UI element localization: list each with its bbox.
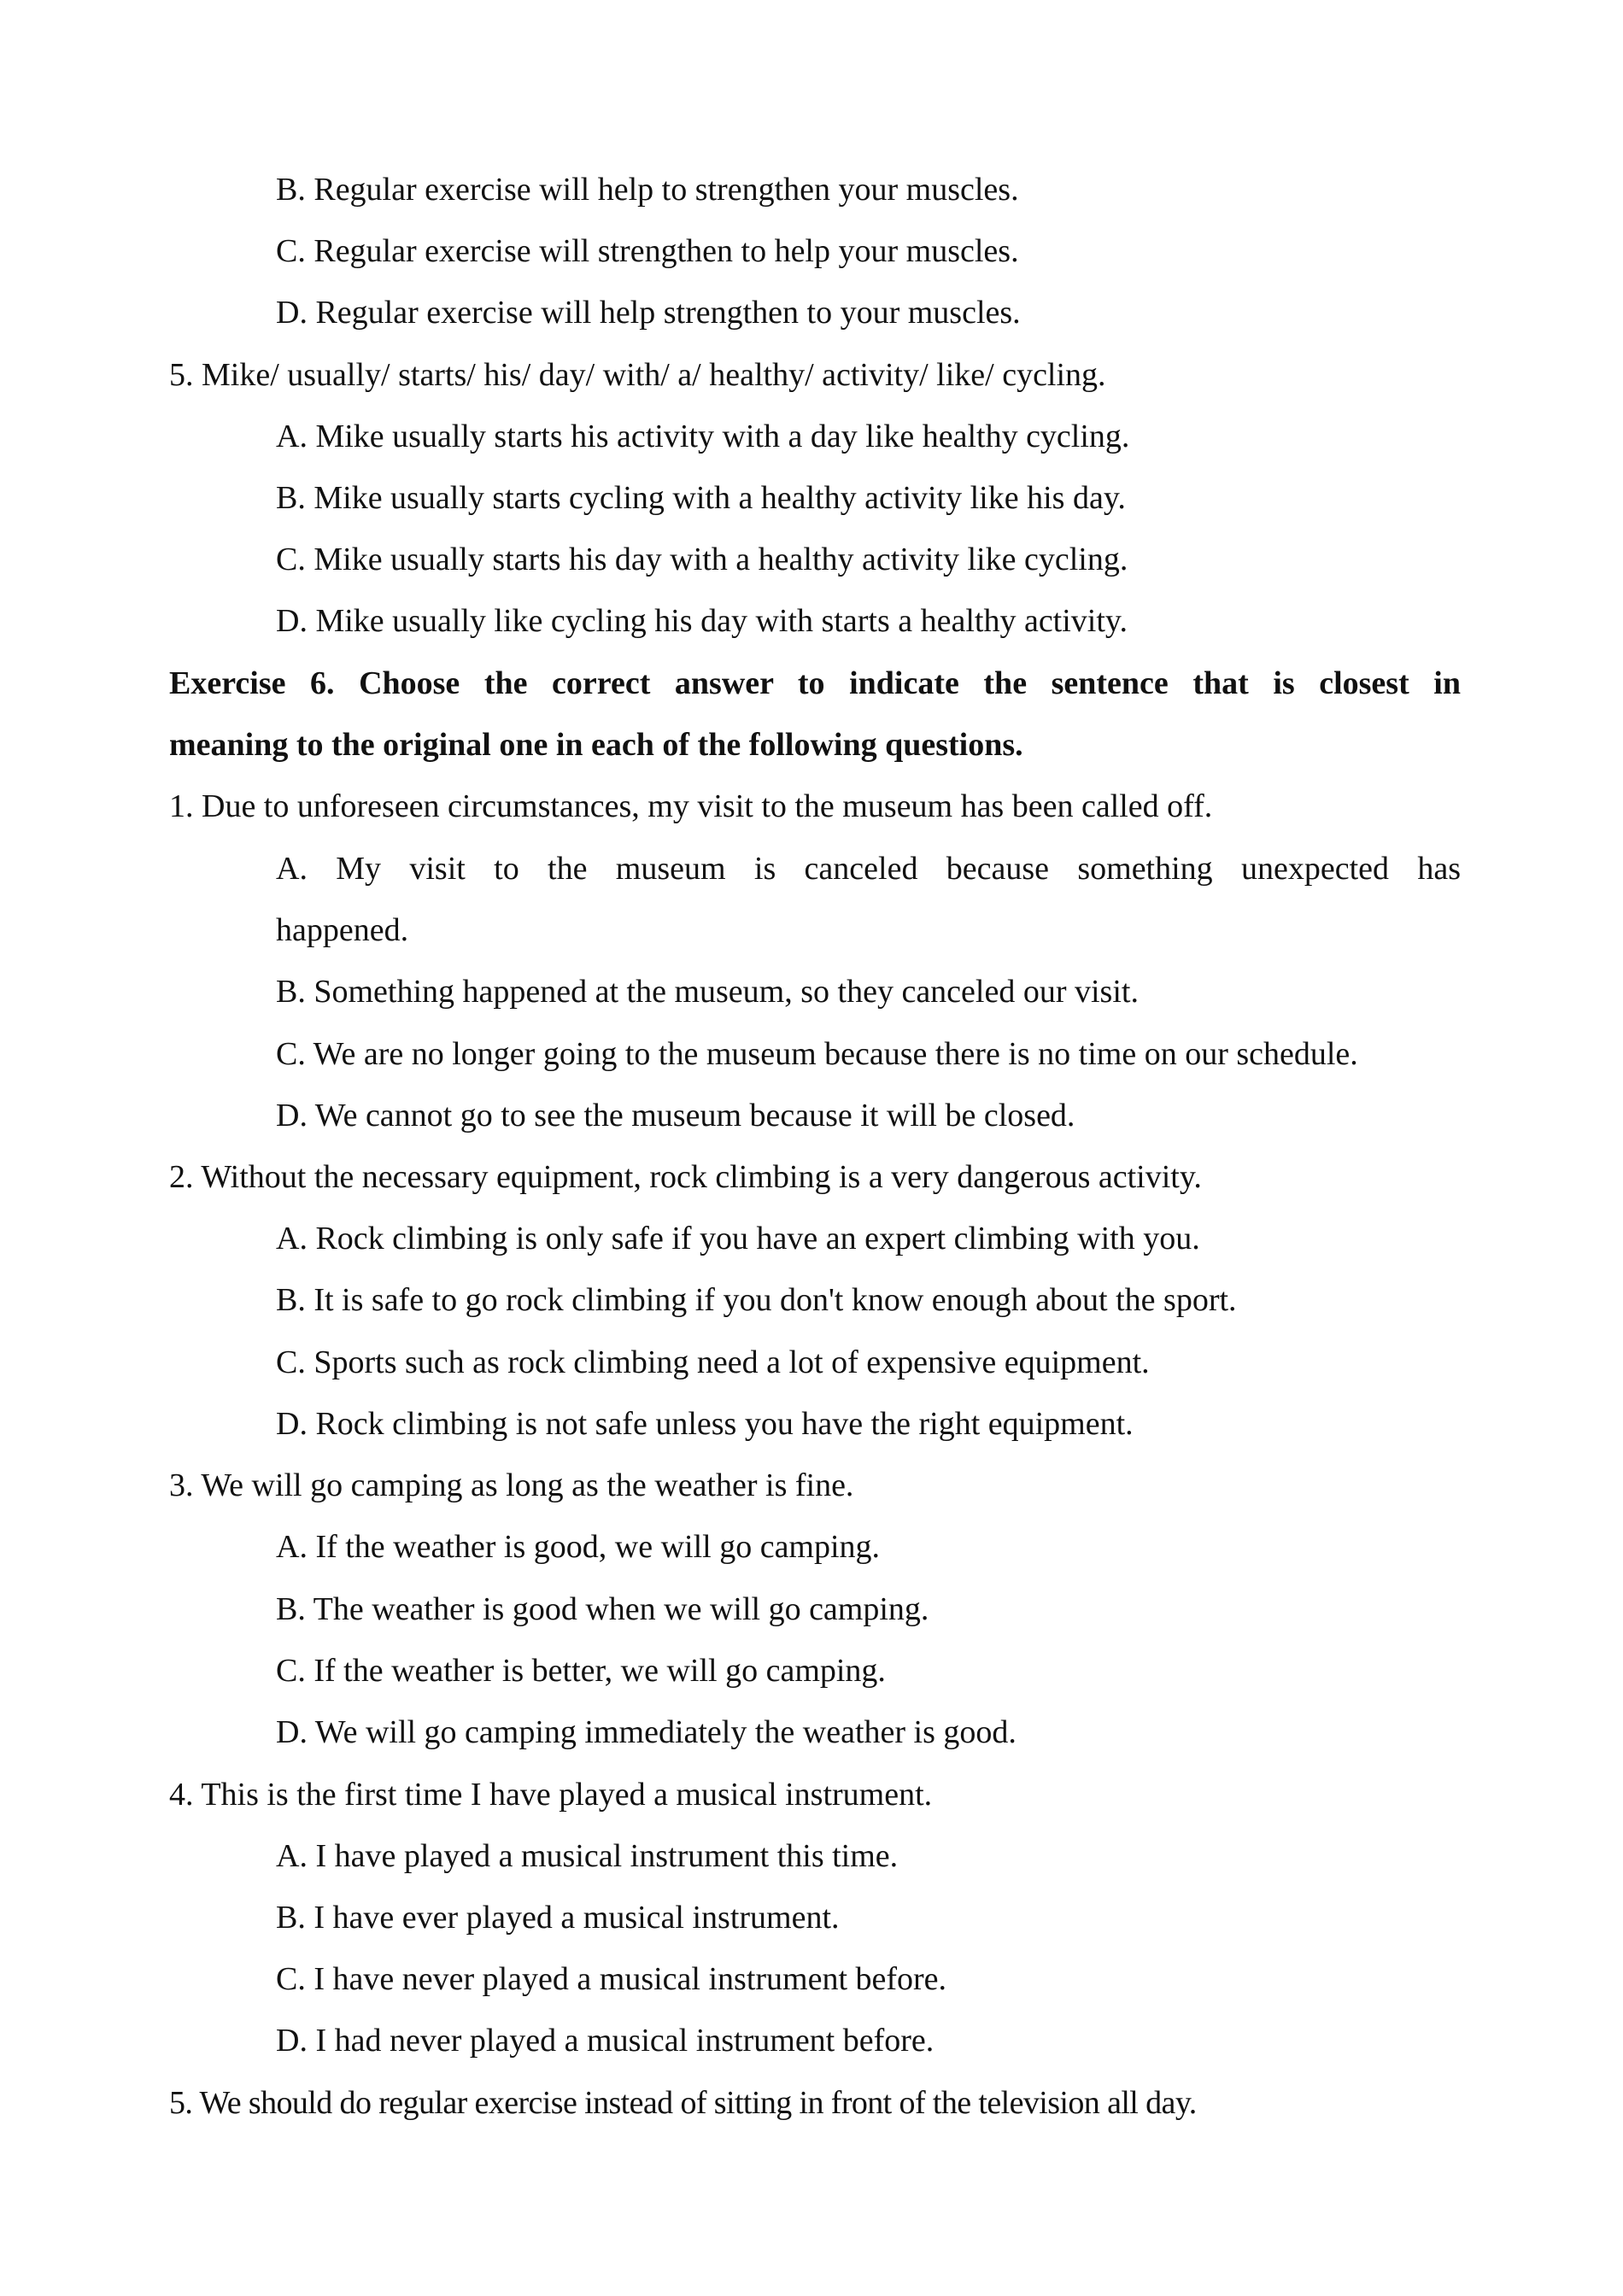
option-a: A. Rock climbing is only safe if you have an expert climbing with you. (276, 1221, 1200, 1256)
option-b: B. It is safe to go rock climbing if you don't know enough about the sport. (276, 1282, 1237, 1318)
option-a: A. If the weather is good, we will go camping. (276, 1529, 881, 1565)
option-c: C. Regular exercise will strengthen to help your muscles. (276, 233, 1019, 269)
option-b: B. The weather is good when we will go camping. (276, 1591, 929, 1627)
option-a: A. I have played a musical instrument this time. (276, 1838, 899, 1874)
option-d: D. Rock climbing is not safe unless you have the right equipment. (276, 1406, 1134, 1442)
option-c: C. We are no longer going to the museum because there is no time on our schedule. (276, 1036, 1358, 1072)
question-stem: 2. Without the necessary equipment, rock climbing is a very dangerous activity. (169, 1159, 1202, 1195)
option-d: D. Mike usually like cycling his day with starts a healthy activity. (276, 603, 1128, 639)
option-c: C. If the weather is better, we will go camping. (276, 1653, 886, 1689)
option-c: C. Sports such as rock climbing need a lot of expensive equipment. (276, 1344, 1150, 1380)
option-b: B. Something happened at the museum, so they canceled our visit. (276, 974, 1139, 1010)
option-d: D. We cannot go to see the museum because it will be closed. (276, 1098, 1075, 1133)
option-b: B. Regular exercise will help to strengthen your muscles. (276, 172, 1019, 208)
question-stem: 5. Mike/ usually/ starts/ his/ day/ with/ a/ healthy/ activity/ like/ cycling. (169, 357, 1106, 393)
option-c: C. I have never played a musical instrument before. (276, 1961, 947, 1997)
exercise-heading-continued: meaning to the original one in each of the following questions. (169, 727, 1023, 763)
option-c: C. Mike usually starts his day with a healthy activity like cycling. (276, 542, 1128, 577)
option-a: A. Mike usually starts his activity with a day like healthy cycling. (276, 419, 1130, 454)
exercise-heading: Exercise 6. Choose the correct answer to indicate the sentence that is closest in (169, 665, 1461, 701)
option-a-continued: happened. (276, 912, 409, 948)
option-b: B. Mike usually starts cycling with a healthy activity like his day. (276, 480, 1126, 516)
option-d: D. Regular exercise will help strengthen to your muscles. (276, 295, 1021, 331)
question-stem: 5. We should do regular exercise instead of sitting in front of the television all day. (169, 2085, 1197, 2121)
question-stem: 3. We will go camping as long as the weather is fine. (169, 1467, 854, 1503)
question-stem: 4. This is the first time I have played a musical instrument. (169, 1777, 933, 1813)
option-d: D. I had never played a musical instrument before. (276, 2023, 935, 2059)
question-stem: 1. Due to unforeseen circumstances, my visit to the museum has been called off. (169, 788, 1213, 824)
option-d: D. We will go camping immediately the weather is good. (276, 1714, 1017, 1750)
option-b: B. I have ever played a musical instrument. (276, 1900, 840, 1936)
option-a: A. My visit to the museum is canceled because something unexpected has (276, 851, 1461, 887)
